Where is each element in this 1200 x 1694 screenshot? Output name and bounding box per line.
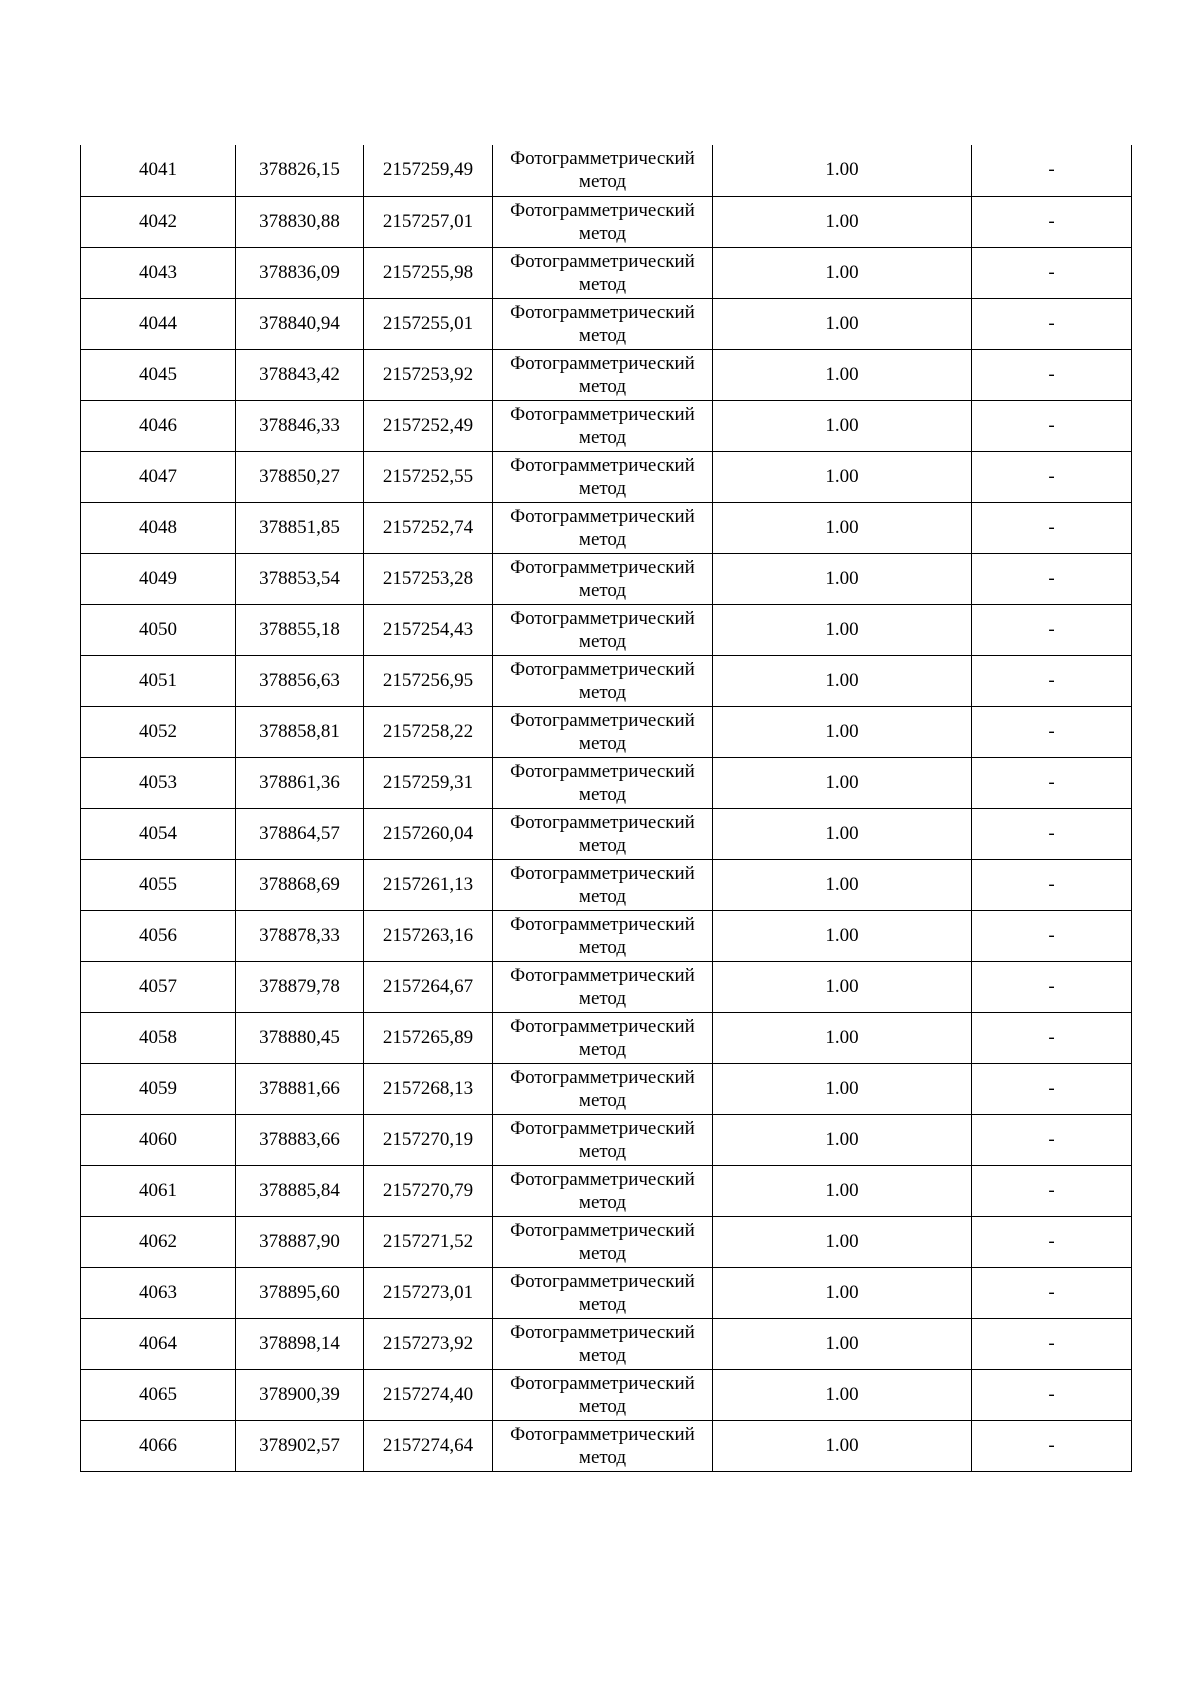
- coordinate-y-cell: 2157270,19: [364, 1114, 493, 1165]
- coordinates-table: [80, 145, 1132, 1472]
- coordinate-y-cell: 2157274,64: [364, 1420, 493, 1471]
- coordinate-x-cell: 378885,84: [236, 1165, 364, 1216]
- table-row: [81, 400, 1132, 451]
- accuracy-cell: 1.00: [713, 808, 972, 859]
- point-number-cell: 4047: [81, 451, 236, 502]
- coordinate-y-cell: 2157270,79: [364, 1165, 493, 1216]
- method-cell: Фотограмметрический метод: [493, 1318, 713, 1369]
- table-row: [81, 910, 1132, 961]
- note-cell: -: [972, 757, 1132, 808]
- method-cell: Фотограмметрический метод: [493, 400, 713, 451]
- note-cell: -: [972, 145, 1132, 196]
- coordinate-y-cell: 2157261,13: [364, 859, 493, 910]
- coordinate-y-cell: 2157253,92: [364, 349, 493, 400]
- point-number-cell: 4041: [81, 145, 236, 196]
- accuracy-cell: 1.00: [713, 298, 972, 349]
- note-cell: -: [972, 1216, 1132, 1267]
- table-row: [81, 604, 1132, 655]
- coordinate-x-cell: 378826,15: [236, 145, 364, 196]
- note-cell: -: [972, 1318, 1132, 1369]
- coordinate-x-cell: 378830,88: [236, 196, 364, 247]
- point-number-cell: 4053: [81, 757, 236, 808]
- note-cell: -: [972, 1012, 1132, 1063]
- accuracy-cell: 1.00: [713, 247, 972, 298]
- coordinate-x-cell: 378853,54: [236, 553, 364, 604]
- table-row: [81, 1063, 1132, 1114]
- table-row: [81, 859, 1132, 910]
- coordinate-x-cell: 378879,78: [236, 961, 364, 1012]
- accuracy-cell: 1.00: [713, 859, 972, 910]
- table-row: [81, 1012, 1132, 1063]
- accuracy-cell: 1.00: [713, 961, 972, 1012]
- note-cell: -: [972, 1063, 1132, 1114]
- note-cell: -: [972, 961, 1132, 1012]
- method-cell: Фотограмметрический метод: [493, 145, 713, 196]
- note-cell: -: [972, 655, 1132, 706]
- coordinate-x-cell: 378880,45: [236, 1012, 364, 1063]
- coordinate-x-cell: 378856,63: [236, 655, 364, 706]
- accuracy-cell: 1.00: [713, 1318, 972, 1369]
- coordinate-x-cell: 378851,85: [236, 502, 364, 553]
- table-row: [81, 247, 1132, 298]
- note-cell: -: [972, 1369, 1132, 1420]
- method-cell: Фотограмметрический метод: [493, 553, 713, 604]
- note-cell: -: [972, 247, 1132, 298]
- method-cell: Фотограмметрический метод: [493, 1267, 713, 1318]
- method-cell: Фотограмметрический метод: [493, 196, 713, 247]
- coordinate-x-cell: 378883,66: [236, 1114, 364, 1165]
- table-row: [81, 349, 1132, 400]
- coordinate-x-cell: 378836,09: [236, 247, 364, 298]
- accuracy-cell: 1.00: [713, 757, 972, 808]
- coordinate-y-cell: 2157252,74: [364, 502, 493, 553]
- method-cell: Фотограмметрический метод: [493, 451, 713, 502]
- note-cell: -: [972, 1114, 1132, 1165]
- table-row: [81, 655, 1132, 706]
- coordinate-y-cell: 2157273,92: [364, 1318, 493, 1369]
- note-cell: -: [972, 349, 1132, 400]
- point-number-cell: 4045: [81, 349, 236, 400]
- coordinate-y-cell: 2157273,01: [364, 1267, 493, 1318]
- coordinate-y-cell: 2157274,40: [364, 1369, 493, 1420]
- coordinate-y-cell: 2157256,95: [364, 655, 493, 706]
- point-number-cell: 4060: [81, 1114, 236, 1165]
- point-number-cell: 4065: [81, 1369, 236, 1420]
- coordinate-y-cell: 2157259,49: [364, 145, 493, 196]
- note-cell: -: [972, 298, 1132, 349]
- coordinate-x-cell: 378850,27: [236, 451, 364, 502]
- coordinate-y-cell: 2157260,04: [364, 808, 493, 859]
- note-cell: -: [972, 1165, 1132, 1216]
- table-row: [81, 145, 1132, 196]
- coordinate-x-cell: 378840,94: [236, 298, 364, 349]
- point-number-cell: 4061: [81, 1165, 236, 1216]
- table-row: [81, 757, 1132, 808]
- table-row: [81, 196, 1132, 247]
- method-cell: Фотограмметрический метод: [493, 1369, 713, 1420]
- accuracy-cell: 1.00: [713, 451, 972, 502]
- accuracy-cell: 1.00: [713, 502, 972, 553]
- accuracy-cell: 1.00: [713, 706, 972, 757]
- point-number-cell: 4057: [81, 961, 236, 1012]
- point-number-cell: 4066: [81, 1420, 236, 1471]
- point-number-cell: 4058: [81, 1012, 236, 1063]
- point-number-cell: 4051: [81, 655, 236, 706]
- coordinate-x-cell: 378887,90: [236, 1216, 364, 1267]
- method-cell: Фотограмметрический метод: [493, 961, 713, 1012]
- method-cell: Фотограмметрический метод: [493, 247, 713, 298]
- table-row: [81, 553, 1132, 604]
- coordinate-y-cell: 2157252,49: [364, 400, 493, 451]
- note-cell: -: [972, 400, 1132, 451]
- method-cell: Фотограмметрический метод: [493, 1012, 713, 1063]
- table-row: [81, 961, 1132, 1012]
- method-cell: Фотограмметрический метод: [493, 655, 713, 706]
- point-number-cell: 4054: [81, 808, 236, 859]
- method-cell: Фотограмметрический метод: [493, 298, 713, 349]
- note-cell: -: [972, 808, 1132, 859]
- method-cell: Фотограмметрический метод: [493, 502, 713, 553]
- note-cell: -: [972, 604, 1132, 655]
- accuracy-cell: 1.00: [713, 196, 972, 247]
- point-number-cell: 4055: [81, 859, 236, 910]
- point-number-cell: 4042: [81, 196, 236, 247]
- note-cell: -: [972, 859, 1132, 910]
- coordinate-y-cell: 2157264,67: [364, 961, 493, 1012]
- accuracy-cell: 1.00: [713, 1369, 972, 1420]
- table-row: [81, 808, 1132, 859]
- accuracy-cell: 1.00: [713, 1063, 972, 1114]
- table-row: [81, 1318, 1132, 1369]
- coordinate-y-cell: 2157255,98: [364, 247, 493, 298]
- coordinate-y-cell: 2157268,13: [364, 1063, 493, 1114]
- coordinate-y-cell: 2157255,01: [364, 298, 493, 349]
- table-row: [81, 1216, 1132, 1267]
- coordinates-table-body: [81, 145, 1132, 1471]
- point-number-cell: 4050: [81, 604, 236, 655]
- coordinate-x-cell: 378900,39: [236, 1369, 364, 1420]
- table-row: [81, 706, 1132, 757]
- method-cell: Фотограмметрический метод: [493, 859, 713, 910]
- coordinate-y-cell: 2157258,22: [364, 706, 493, 757]
- accuracy-cell: 1.00: [713, 655, 972, 706]
- point-number-cell: 4046: [81, 400, 236, 451]
- coordinate-x-cell: 378902,57: [236, 1420, 364, 1471]
- coordinate-x-cell: 378864,57: [236, 808, 364, 859]
- method-cell: Фотограмметрический метод: [493, 604, 713, 655]
- accuracy-cell: 1.00: [713, 910, 972, 961]
- method-cell: Фотограмметрический метод: [493, 706, 713, 757]
- point-number-cell: 4043: [81, 247, 236, 298]
- accuracy-cell: 1.00: [713, 1420, 972, 1471]
- coordinate-y-cell: 2157253,28: [364, 553, 493, 604]
- accuracy-cell: 1.00: [713, 1216, 972, 1267]
- method-cell: Фотограмметрический метод: [493, 1216, 713, 1267]
- method-cell: Фотограмметрический метод: [493, 1165, 713, 1216]
- point-number-cell: 4044: [81, 298, 236, 349]
- coordinate-y-cell: 2157257,01: [364, 196, 493, 247]
- accuracy-cell: 1.00: [713, 349, 972, 400]
- point-number-cell: 4062: [81, 1216, 236, 1267]
- note-cell: -: [972, 553, 1132, 604]
- coordinate-y-cell: 2157271,52: [364, 1216, 493, 1267]
- point-number-cell: 4049: [81, 553, 236, 604]
- point-number-cell: 4063: [81, 1267, 236, 1318]
- note-cell: -: [972, 910, 1132, 961]
- coordinate-x-cell: 378858,81: [236, 706, 364, 757]
- table-row: [81, 1369, 1132, 1420]
- coordinate-x-cell: 378855,18: [236, 604, 364, 655]
- coordinate-x-cell: 378881,66: [236, 1063, 364, 1114]
- table-row: [81, 1114, 1132, 1165]
- note-cell: -: [972, 1267, 1132, 1318]
- point-number-cell: 4048: [81, 502, 236, 553]
- note-cell: -: [972, 502, 1132, 553]
- coordinate-y-cell: 2157259,31: [364, 757, 493, 808]
- method-cell: Фотограмметрический метод: [493, 808, 713, 859]
- accuracy-cell: 1.00: [713, 553, 972, 604]
- coordinate-y-cell: 2157263,16: [364, 910, 493, 961]
- point-number-cell: 4056: [81, 910, 236, 961]
- coordinate-x-cell: 378861,36: [236, 757, 364, 808]
- coordinate-x-cell: 378878,33: [236, 910, 364, 961]
- point-number-cell: 4059: [81, 1063, 236, 1114]
- point-number-cell: 4064: [81, 1318, 236, 1369]
- coordinate-y-cell: 2157265,89: [364, 1012, 493, 1063]
- method-cell: Фотограмметрический метод: [493, 349, 713, 400]
- accuracy-cell: 1.00: [713, 604, 972, 655]
- table-row: [81, 502, 1132, 553]
- method-cell: Фотограмметрический метод: [493, 757, 713, 808]
- point-number-cell: 4052: [81, 706, 236, 757]
- coordinate-x-cell: 378868,69: [236, 859, 364, 910]
- accuracy-cell: 1.00: [713, 400, 972, 451]
- coordinate-y-cell: 2157252,55: [364, 451, 493, 502]
- note-cell: -: [972, 451, 1132, 502]
- method-cell: Фотограмметрический метод: [493, 1063, 713, 1114]
- table-row: [81, 298, 1132, 349]
- accuracy-cell: 1.00: [713, 1012, 972, 1063]
- accuracy-cell: 1.00: [713, 1267, 972, 1318]
- accuracy-cell: 1.00: [713, 145, 972, 196]
- note-cell: -: [972, 1420, 1132, 1471]
- coordinate-x-cell: 378846,33: [236, 400, 364, 451]
- table-row: [81, 1420, 1132, 1471]
- note-cell: -: [972, 706, 1132, 757]
- coordinate-x-cell: 378895,60: [236, 1267, 364, 1318]
- table-row: [81, 1165, 1132, 1216]
- method-cell: Фотограмметрический метод: [493, 1420, 713, 1471]
- accuracy-cell: 1.00: [713, 1114, 972, 1165]
- coordinate-x-cell: 378843,42: [236, 349, 364, 400]
- table-row: [81, 1267, 1132, 1318]
- coordinate-x-cell: 378898,14: [236, 1318, 364, 1369]
- coordinate-y-cell: 2157254,43: [364, 604, 493, 655]
- accuracy-cell: 1.00: [713, 1165, 972, 1216]
- table-row: [81, 451, 1132, 502]
- method-cell: Фотограмметрический метод: [493, 1114, 713, 1165]
- note-cell: -: [972, 196, 1132, 247]
- method-cell: Фотограмметрический метод: [493, 910, 713, 961]
